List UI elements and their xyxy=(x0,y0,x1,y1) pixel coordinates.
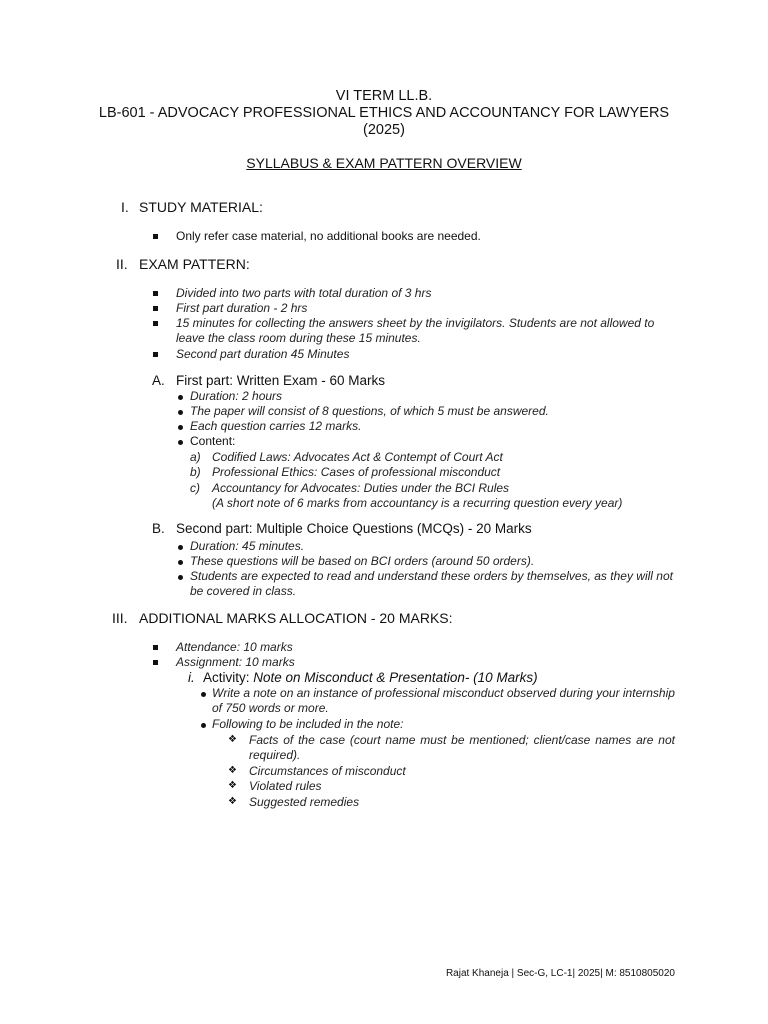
list-item: Violated rules xyxy=(249,779,322,793)
list-item: Facts of the case (court name must be mentioned; client/case names are not xyxy=(249,733,675,747)
content-item-label: c) xyxy=(190,481,200,495)
section-2-title: EXAM PATTERN: xyxy=(139,256,250,272)
diamond-bullet-icon: ❖ xyxy=(228,765,237,776)
square-bullet-icon xyxy=(153,352,158,357)
overview-heading xyxy=(0,155,768,171)
activity-prefix: Activity: xyxy=(203,670,254,685)
square-bullet-icon xyxy=(153,660,158,665)
list-item: Content: xyxy=(190,434,236,448)
bullet-dot-icon xyxy=(178,560,183,565)
square-bullet-icon xyxy=(153,234,158,239)
list-item: Each question carries 12 marks. xyxy=(190,419,362,433)
part-b-label: B. xyxy=(152,521,165,536)
activity-heading xyxy=(203,670,538,685)
list-item-continued: leave the class room during these 15 minutes. xyxy=(176,331,421,345)
content-note: (A short note of 6 marks from accountancy is a recurring question every year) xyxy=(212,496,623,510)
diamond-bullet-icon: ❖ xyxy=(228,734,237,745)
content-item: Codified Laws: Advocates Act & Contempt of Court Act xyxy=(212,450,503,464)
list-item-continued: be covered in class. xyxy=(190,584,297,598)
list-item: Duration: 2 hours xyxy=(190,389,283,403)
list-item: Write a note on an instance of professional misconduct observed during your internship xyxy=(212,686,675,700)
page-footer: Rajat Khaneja | Sec-G, LC-1| 2025| M: 8510805020 xyxy=(445,968,675,979)
square-bullet-icon xyxy=(153,321,158,326)
section-1-number: I. xyxy=(121,199,129,215)
bullet-dot-icon xyxy=(201,723,206,728)
bullet-dot-icon xyxy=(178,575,183,580)
content-item: Professional Ethics: Cases of professional misconduct xyxy=(212,465,501,479)
content-item-label: a) xyxy=(190,450,201,464)
list-item: Students are expected to read and understand these orders by themselves, as they will not xyxy=(190,569,673,583)
list-item: Second part duration 45 Minutes xyxy=(176,347,350,361)
list-item: Duration: 45 minutes. xyxy=(190,539,305,553)
bullet-dot-icon xyxy=(178,545,183,550)
bullet-dot-icon xyxy=(178,395,183,400)
list-item: First part duration - 2 hrs xyxy=(176,301,308,315)
list-item: These questions will be based on BCI orders (around 50 orders). xyxy=(190,554,535,568)
bullet-dot-icon xyxy=(201,692,206,697)
list-item: Attendance: 10 marks xyxy=(176,640,293,654)
list-item: Circumstances of misconduct xyxy=(249,764,406,778)
section-3-title: ADDITIONAL MARKS ALLOCATION - 20 MARKS: xyxy=(139,610,453,626)
course-title: LB-601 - ADVOCACY PROFESSIONAL ETHICS AND ACCOUNTANCY FOR LAWYERS xyxy=(98,105,670,121)
activity-label: i. xyxy=(188,670,195,685)
course-year: (2025) xyxy=(363,122,405,138)
diamond-bullet-icon: ❖ xyxy=(228,780,237,791)
bullet-dot-icon xyxy=(178,410,183,415)
square-bullet-icon xyxy=(153,645,158,650)
part-a-title: First part: Written Exam - 60 Marks xyxy=(176,373,386,388)
doc-term-title: VI TERM LL.B. xyxy=(335,88,433,104)
list-item-continued: of 750 words or more. xyxy=(212,701,329,715)
activity-title: Note on Misconduct & Presentation- (10 Marks) xyxy=(253,670,538,685)
section-2-number: II. xyxy=(116,256,128,272)
bullet-dot-icon xyxy=(178,440,183,445)
list-item: Only refer case material, no additional books are needed. xyxy=(176,229,481,243)
section-1-title: STUDY MATERIAL: xyxy=(139,199,263,215)
list-item-continued: required). xyxy=(249,748,301,762)
list-item: Divided into two parts with total duration of 3 hrs xyxy=(176,286,432,300)
part-a-label: A. xyxy=(152,373,165,388)
square-bullet-icon xyxy=(153,291,158,296)
part-b-title: Second part: Multiple Choice Questions (MCQs) - 20 Marks xyxy=(176,521,532,536)
section-3-number: III. xyxy=(112,610,128,626)
content-item: Accountancy for Advocates: Duties under the BCI Rules xyxy=(212,481,510,495)
list-item: 15 minutes for collecting the answers sheet by the invigilators. Students are not allowed to xyxy=(176,316,655,330)
content-item-label: b) xyxy=(190,465,201,479)
diamond-bullet-icon: ❖ xyxy=(228,796,237,807)
list-item: Suggested remedies xyxy=(249,795,360,809)
bullet-dot-icon xyxy=(178,425,183,430)
list-item: Assignment: 10 marks xyxy=(176,655,295,669)
list-item: Following to be included in the note: xyxy=(212,717,404,731)
square-bullet-icon xyxy=(153,306,158,311)
overview-heading-text: SYLLABUS & EXAM PATTERN OVERVIEW xyxy=(246,155,522,171)
list-item: The paper will consist of 8 questions, of which 5 must be answered. xyxy=(190,404,549,418)
